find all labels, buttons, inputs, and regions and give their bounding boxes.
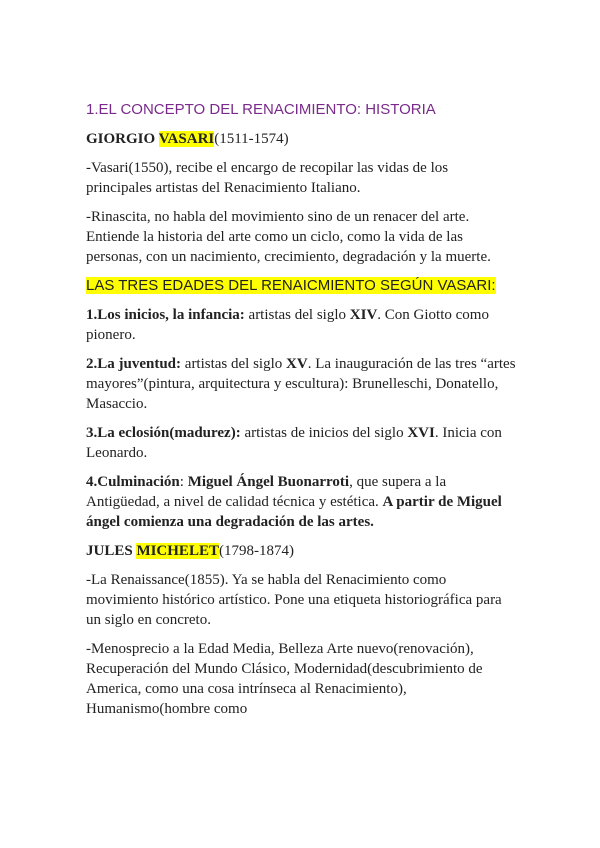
edad-2-siglo: XV <box>286 356 308 372</box>
vasari-heading-dates: (1511-1574) <box>214 131 289 147</box>
edad-2-label: 2.La juventud: <box>86 356 182 372</box>
vasari-heading-first: GIORGIO <box>86 131 159 147</box>
document-body <box>86 100 516 728</box>
edad-2-text-a: artistas del siglo <box>181 356 287 372</box>
michelet-heading-first: JULES <box>86 543 137 559</box>
michelet-heading-highlight: MICHELET <box>136 543 219 559</box>
edad-1-text-a: artistas del siglo <box>244 307 350 323</box>
michelet-paragraph-2: -Menosprecio a la Edad Media, Belleza Arte nuevo(renovación), Recuperación del Mundo Clásico, Modernidad(descubrimiento de America, como una cosa intrínseca al Renacimiento), Humanismo(hombre como <box>86 641 483 717</box>
edad-4-bold-end: A partir de Miguel ángel comienza una degradación de las artes. <box>86 494 502 530</box>
michelet-heading-dates: (1798-1874) <box>218 543 294 559</box>
edad-1-text-b: . Con Giotto como pionero. <box>86 307 489 343</box>
michelet-paragraph-1: -La Renaissance(1855). Ya se habla del Renacimiento como movimiento histórico artístico. Pone una etiqueta historiográfica para un siglo en concreto. <box>86 572 502 628</box>
edad-3 <box>86 423 516 463</box>
edad-4-name: Miguel Ángel Buonarroti <box>187 474 350 490</box>
section-title: 1.EL CONCEPTO DEL RENACIMIENTO: HISTORIA <box>86 101 436 118</box>
edad-3-text-b: . Inicia con Leonardo. <box>86 425 502 461</box>
edad-1 <box>86 305 516 345</box>
edad-1-label: 1.Los inicios, la infancia: <box>86 307 245 323</box>
edades-heading <box>86 276 516 296</box>
vasari-heading <box>86 129 516 149</box>
edad-2 <box>86 354 516 414</box>
edad-4-text-a: , que supera a la Antigüedad, a nivel de calidad técnica y estética. <box>86 474 447 510</box>
edad-2-text-b: . La inauguración de las tres “artes mayores”(pintura, arquitectura y escultura): Brunelleschi, Donatello, Masaccio. <box>86 356 516 412</box>
edad-3-label: 3.La eclosión(madurez): <box>86 425 241 441</box>
vasari-paragraph-2: -Rinascita, no habla del movimiento sino de un renacer del arte. Entiende la historia del arte como un ciclo, como la vida de las personas, con un nacimiento, crecimiento, degradación y la muerte. <box>86 209 491 265</box>
vasari-heading-highlight: VASARI <box>158 131 215 147</box>
vasari-paragraph-1: -Vasari(1550), recibe el encargo de recopilar las vidas de los principales artistas del Renacimiento Italiano. <box>86 160 449 196</box>
edades-heading-text: LAS TRES EDADES DEL RENAICMIENTO SEGÚN VASARI: <box>86 277 496 294</box>
edad-3-siglo: XVI <box>407 425 435 441</box>
michelet-heading <box>86 541 516 561</box>
edad-1-siglo: XIV <box>349 307 378 323</box>
edad-4-colon: : <box>179 474 188 490</box>
edad-4-label: 4.Culminación <box>86 474 180 490</box>
edad-3-text-a: artistas de inicios del siglo <box>240 425 408 441</box>
edad-4 <box>86 472 516 532</box>
